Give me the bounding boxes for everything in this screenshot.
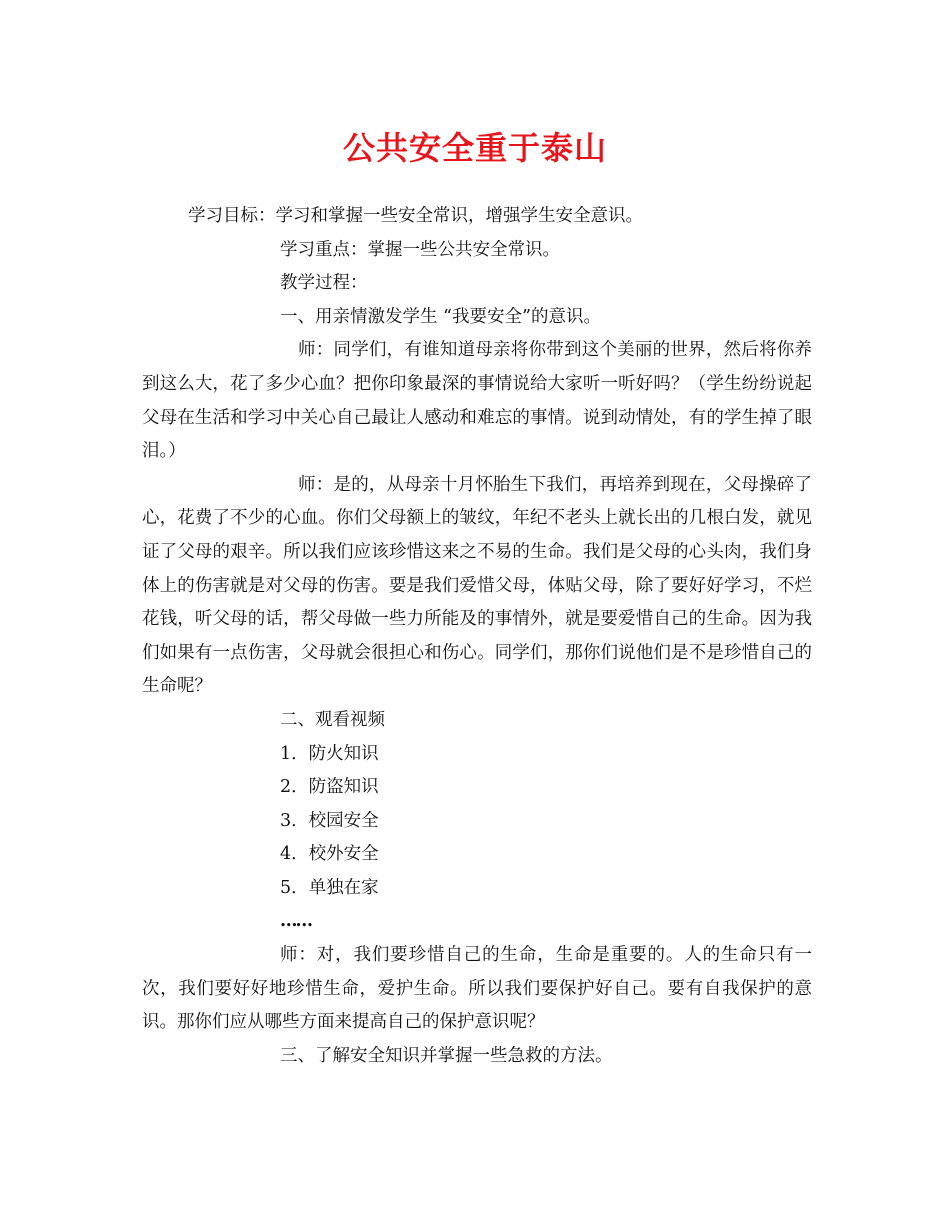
section-heading-1: 一、用亲情激发学生 “我要安全”的意识。 <box>280 306 601 327</box>
video-item-2: 2．防盗知识 <box>280 777 379 798</box>
video-item-1: 1．防火知识 <box>280 743 379 764</box>
paragraph-3: 师：对，我们要珍惜自己的生命，生命是重要的。人的生命只有一次，我们要好好地珍惜生命，爱护生命。所以我们要保护好自己。要有自我保护的意识。那你们应从哪些方面来提高自己的保护意识呢？ <box>142 945 812 1033</box>
list-ellipsis: …… <box>280 911 311 932</box>
document-title: 公共安全重于泰山 <box>342 129 607 167</box>
paragraph-2: 师：是的，从母亲十月怀胎生下我们，再培养到现在，父母操碎了心，花费了不少的心血。你们父母额上的皱纹，年纪不老头上就长出的几根白发，就见证了父母的艰辛。所以我们应该珍惜这来之不易的生命。我们是父母的心头肉，我们身体上的伤害就是对父母的伤害。要是我们爱惜父母，体贴父母，除了要好好学习，不烂花钱，听父母的话，帮父母做一些力所能及的事情外，就是要爱惜自己的生命。因为我们如果有一点伤害，父母就会很担心和伤心。同学们，那你们说他们是不是珍惜自己的生命呢？ <box>142 474 812 697</box>
document-body <box>142 200 812 1073</box>
video-item-5: 5．单独在家 <box>280 877 379 898</box>
paragraph-1: 师：同学们，有谁知道母亲将你带到这个美丽的世界，然后将你养到这么大，花了多少心血？把你印象最深的事情说给大家听一听好吗？（学生纷纷说起父母在生活和学习中关心自己最让人感动和难忘的事情。说到动情处，有的学生掉了眼泪。） <box>142 340 812 462</box>
section-heading-2: 二、观看视频 <box>280 709 385 730</box>
section-heading-3: 三、了解安全知识并掌握一些急救的方法。 <box>280 1045 613 1066</box>
teaching-process-label: 教学过程： <box>280 273 368 294</box>
learning-objective: 学习目标：学习和掌握一些安全常识，增强学生安全意识。 <box>188 206 643 226</box>
video-item-3: 3．校园安全 <box>280 810 379 831</box>
learning-key-point: 学习重点：掌握一些公共安全常识。 <box>280 239 560 260</box>
video-item-4: 4．校外安全 <box>280 844 379 865</box>
